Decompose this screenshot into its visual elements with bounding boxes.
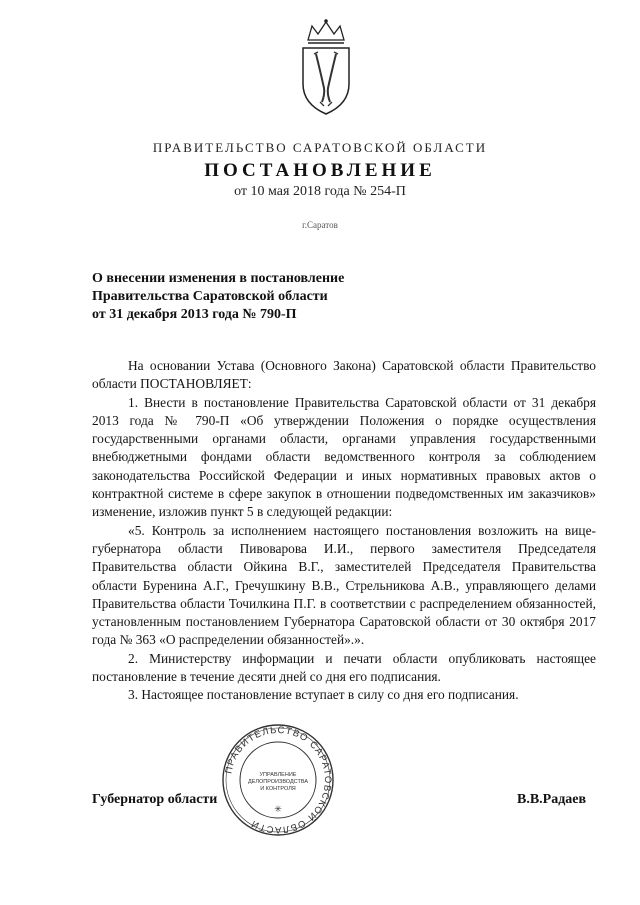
seal-inner-line: УПРАВЛЕНИЕ — [259, 772, 297, 778]
seal-inner-line: И КОНТРОЛЯ — [260, 786, 296, 792]
document-date-number: от 10 мая 2018 года № 254-П — [234, 184, 406, 199]
body-paragraph: 2. Министерству информации и печати области опубликовать настоящее постановление в течение десяти дней со дня его подписания. — [92, 650, 596, 685]
seal-ring-text: ПРАВИТЕЛЬСТВО САРАТОВСКОЙ ОБЛАСТИ — [223, 724, 334, 836]
signatory-name: В.В.Радаев — [517, 792, 587, 807]
body-paragraph: 3. Настоящее постановление вступает в силу со дня его подписания. — [128, 687, 519, 703]
subject-line: О внесении изменения в постановление — [92, 271, 345, 286]
saratov-coat-of-arms-icon — [294, 18, 358, 118]
seal-inner-line: ДЕЛОПРОИЗВОДСТВА — [247, 779, 308, 785]
body-paragraph: «5. Контроль за исполнением настоящего постановления возложить на вице-губернатора области Пивоварова И.И., первого заместителя Председателя Правительства области Ойкина В.Г., заместителей Председателя Правительства области Буренина А.Г., Гречушкину В.В., Стрельникова А.В., управляющего делами Правительства области Точилкина П.Г. в соответствии с распределением обязанностей, установленным постановлением Губернатора Саратовской области от 30 октября 2017 года № 363 «О распределении обязанностей».». — [92, 522, 596, 648]
government-name: ПРАВИТЕЛЬСТВО САРАТОВСКОЙ ОБЛАСТИ — [152, 140, 488, 155]
seal-star-icon: ✳ — [274, 805, 282, 815]
document-subject — [92, 270, 422, 324]
subject-line: от 31 декабря 2013 года № 790-П — [92, 307, 297, 322]
seal-inner-text — [246, 772, 310, 793]
signatory-title: Губернатор области — [92, 792, 218, 807]
document-type: ПОСТАНОВЛЕНИЕ — [204, 160, 436, 181]
body-paragraph: 1. Внести в постановление Правительства Саратовской области от 31 декабря 2013 года № 790-П «Об утверждении Положения о порядке осуществления государственными органами области, органами управления государственными внебюджетными фондами области ведомственного контроля за соблюдением законодательства Российской Федерации и иных нормативных правовых актов о контрактной системе в сфере закупок в отношении подведомственных им заказчиков» изменение, изложив пункт 5 в следующей редакции: — [92, 394, 596, 520]
body-paragraph: На основании Устава (Основного Закона) Саратовской области Правительство области ПОСТАНОВЛЯЕТ: — [92, 358, 596, 392]
document-body — [92, 357, 596, 705]
document-city: г.Саратов — [302, 220, 338, 230]
subject-line: Правительства Саратовской области — [92, 289, 328, 304]
